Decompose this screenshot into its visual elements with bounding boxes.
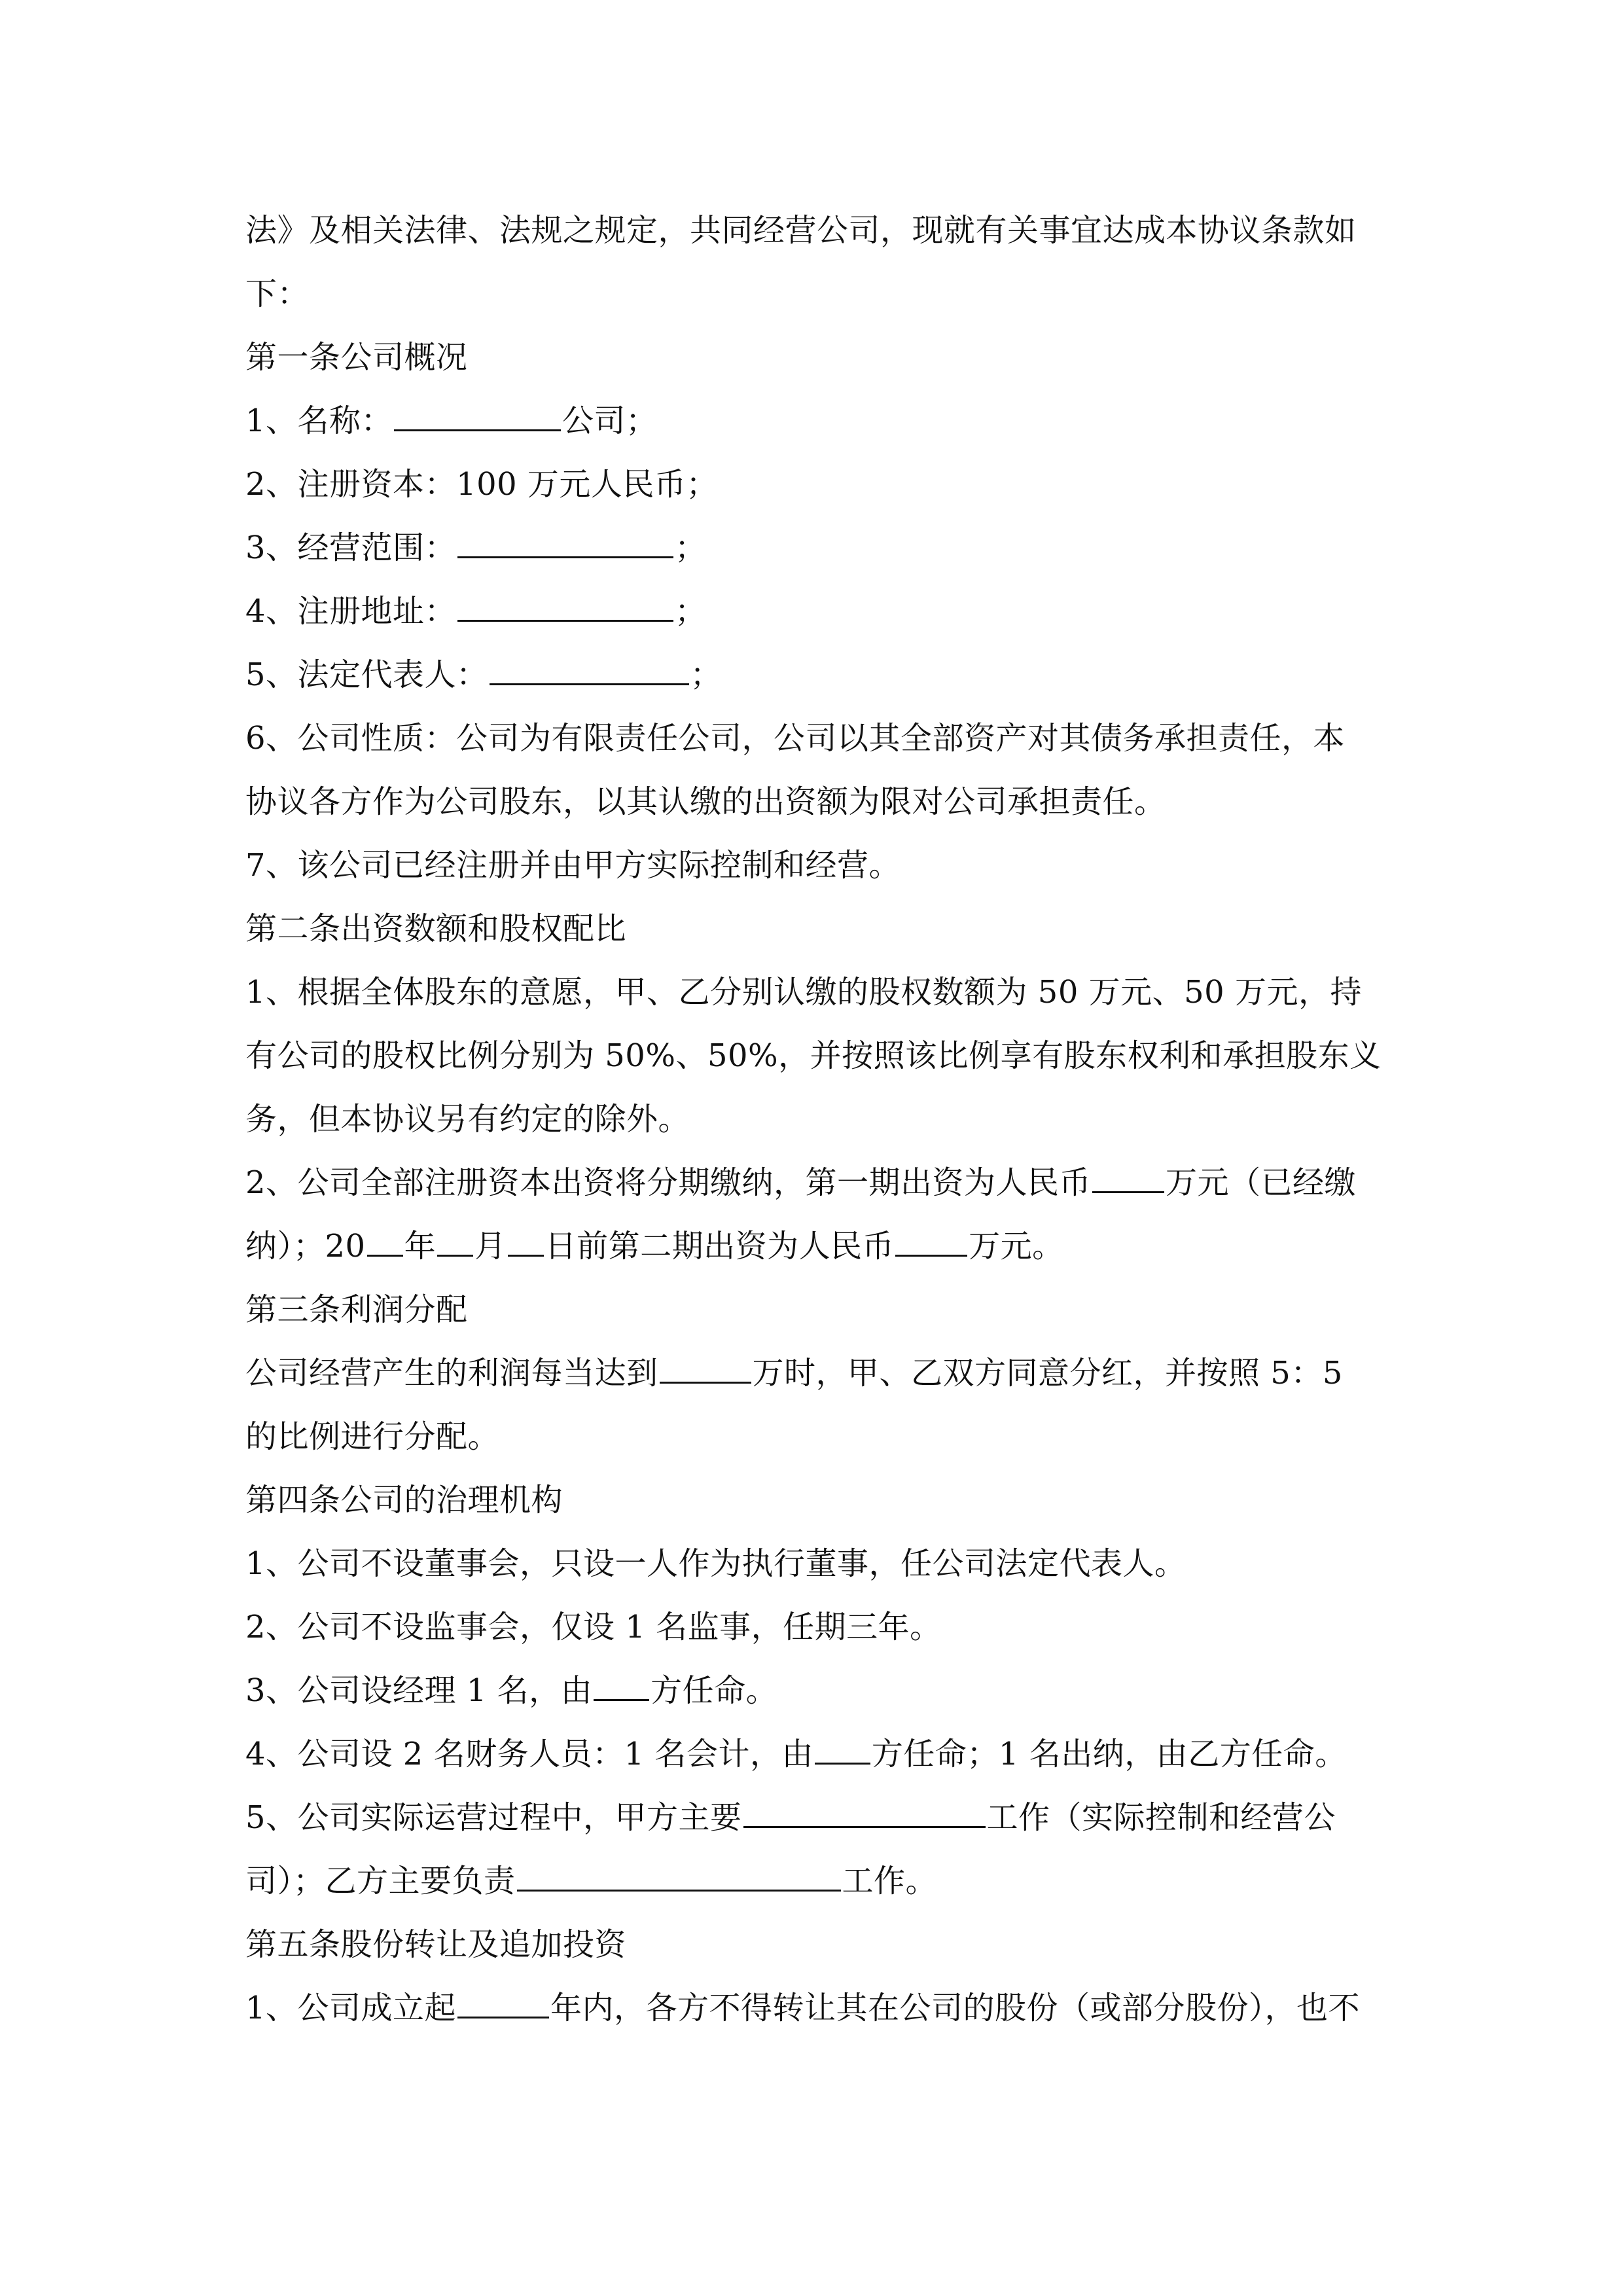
blank-fill-line [490, 643, 689, 685]
line-text: 4、注册地址： [245, 593, 457, 630]
blank-fill-line [517, 1849, 841, 1892]
line-text: 1、公司成立起 [245, 1990, 457, 2026]
heading-text: 第五条股份转让及追加投资 [245, 1926, 627, 1963]
line-text: 万时，甲、乙双方同意分红，并按照 5：5 [752, 1355, 1343, 1391]
line-text: 3、经营范围： [245, 529, 457, 566]
blank-fill-line [367, 1214, 403, 1257]
article-heading [245, 1278, 468, 1342]
text-line [245, 1849, 937, 1913]
line-text: 2、公司全部注册资本出资将分期缴纳，第一期出资为人民币 [245, 1164, 1092, 1201]
text-line [245, 389, 658, 453]
blank-fill-line [815, 1722, 870, 1765]
line-text: ； [690, 656, 722, 693]
blank-fill-line [594, 1659, 649, 1701]
line-text: 法》及相关法律、法规之规定，共同经营公司，现就有关事宜达成本协议条款如 [245, 212, 1357, 249]
line-text: 6、公司性质：公司为有限责任公司，公司以其全部资产对其债务承担责任，本 [245, 720, 1346, 757]
line-text: 纳）；20 [245, 1228, 366, 1265]
line-text: 3、公司设经理 1 名，由 [245, 1672, 593, 1709]
text-line [245, 1405, 499, 1469]
blank-fill-line [457, 1976, 549, 2018]
blank-fill-line [743, 1785, 986, 1828]
text-line [245, 1976, 1360, 2040]
text-line [245, 1214, 1064, 1278]
text-line [245, 1659, 777, 1723]
blank-fill-line [457, 579, 673, 622]
line-text: 方任命。 [651, 1672, 778, 1709]
blank-fill-line [1092, 1151, 1164, 1193]
line-text: 7、该公司已经注册并由甲方实际控制和经营。 [245, 847, 901, 884]
text-line [245, 833, 901, 897]
text-line [245, 1024, 1382, 1088]
line-text: 务，但本协议另有约定的除外。 [245, 1101, 690, 1138]
line-text: 协议各方作为公司股东，以其认缴的出资额为限对公司承担责任。 [245, 783, 1166, 820]
line-text: 公司经营产生的利润每当达到 [245, 1355, 658, 1391]
text-line [245, 262, 309, 326]
article-heading [245, 1912, 626, 1977]
line-text: 月 [474, 1228, 507, 1265]
line-text: 1、名称： [245, 403, 393, 439]
line-text: 2、公司不设监事会，仅设 1 名监事，任期三年。 [245, 1609, 942, 1645]
line-text: 1、公司不设董事会，只设一人作为执行董事，任公司法定代表人。 [245, 1545, 1186, 1582]
blank-fill-line [437, 1214, 473, 1257]
heading-text: 第一条公司概况 [245, 339, 468, 376]
heading-text: 第四条公司的治理机构 [245, 1482, 563, 1518]
line-text: 有公司的股权比例分别为 50%、50%，并按照该比例享有股东权利和承担股东义 [245, 1037, 1382, 1074]
heading-text: 第二条出资数额和股权配比 [245, 910, 627, 947]
blank-fill-line [457, 516, 673, 558]
text-line [245, 960, 1362, 1024]
line-text: 5、法定代表人： [245, 656, 488, 693]
line-text: 5、公司实际运营过程中，甲方主要 [245, 1799, 742, 1836]
line-text: 年内，各方不得转让其在公司的股份（或部分股份），也不 [550, 1990, 1361, 2026]
line-text: 公司； [562, 403, 658, 439]
line-text: 4、公司设 2 名财务人员：1 名会计，由 [245, 1736, 813, 1772]
line-text: 年 [404, 1228, 437, 1265]
text-line [245, 198, 1357, 262]
line-text: 工作。 [842, 1863, 938, 1899]
line-text: 万元。 [969, 1228, 1064, 1265]
article-heading [245, 897, 626, 961]
text-line [245, 706, 1345, 770]
line-text: 下： [245, 276, 310, 312]
text-line [245, 1341, 1343, 1405]
text-line [245, 770, 1166, 834]
line-text: ； [675, 529, 707, 566]
text-line [245, 1151, 1356, 1215]
line-text: ； [675, 593, 707, 630]
text-line [245, 1595, 942, 1659]
text-line [245, 452, 718, 516]
line-text: 司）；乙方主要负责 [245, 1863, 516, 1899]
line-text: 万元（已经缴 [1166, 1164, 1357, 1201]
text-line [245, 1532, 1186, 1596]
line-text: 的比例进行分配。 [245, 1418, 500, 1455]
line-text: 2、注册资本：100 万元人民币； [245, 466, 718, 503]
line-text: 1、根据全体股东的意愿，甲、乙分别认缴的股权数额为 50 万元、50 万元，持 [245, 974, 1362, 1011]
text-line [245, 643, 722, 707]
blank-fill-line [895, 1214, 967, 1257]
text-line [245, 1722, 1347, 1786]
heading-text: 第三条利润分配 [245, 1291, 468, 1328]
article-heading [245, 1468, 563, 1532]
text-line [245, 1087, 690, 1151]
article-heading [245, 325, 468, 389]
line-text: 工作（实际控制和经营公 [986, 1799, 1336, 1836]
blank-fill-line [508, 1214, 544, 1257]
line-text: 方任命；1 名出纳，由乙方任命。 [871, 1736, 1347, 1772]
text-line [245, 579, 707, 643]
blank-fill-line [660, 1341, 751, 1384]
line-text: 日前第二期出资为人民币 [544, 1228, 895, 1265]
text-line [245, 516, 707, 580]
blank-fill-line [394, 389, 561, 431]
text-line [245, 1785, 1336, 1850]
